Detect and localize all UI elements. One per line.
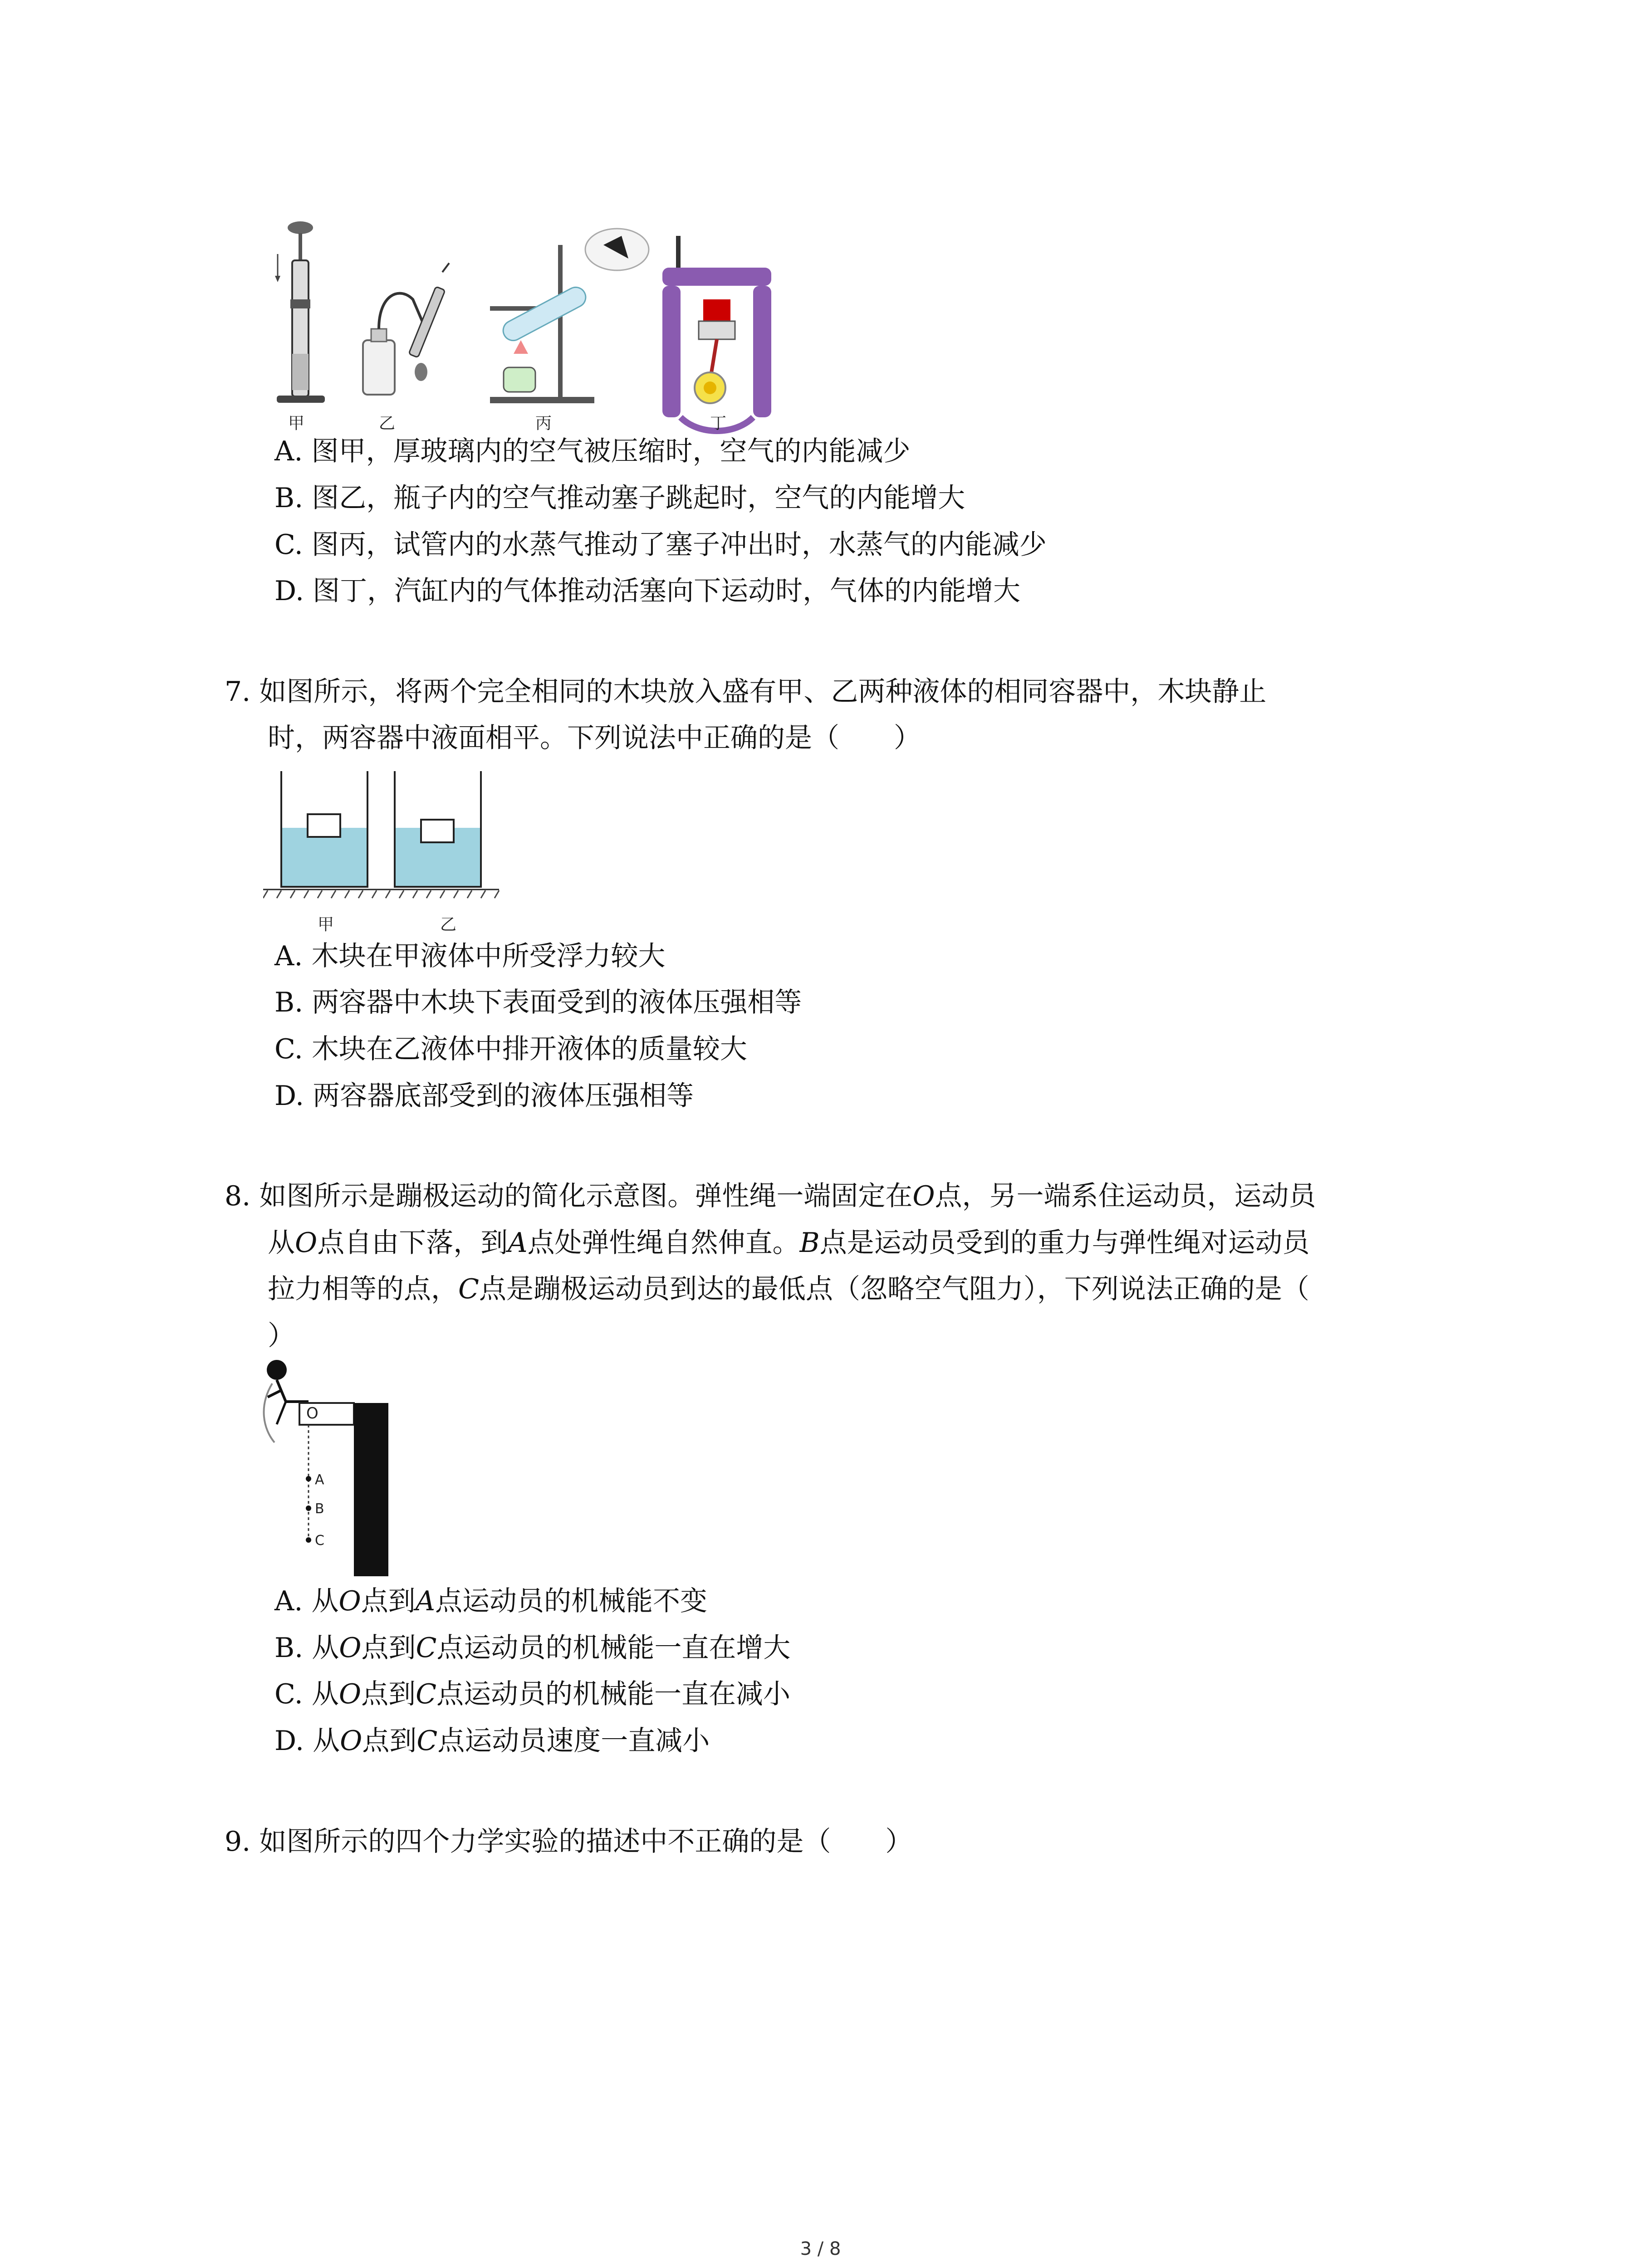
- test-tube-figure: [490, 229, 649, 403]
- q7-label-jia: 甲: [318, 915, 334, 934]
- page-number: 3 / 8: [800, 2239, 841, 2259]
- q8-option-c: C. 从O点到C点运动员的机械能一直在减小: [274, 1678, 791, 1710]
- q8-label-b: B: [315, 1501, 324, 1517]
- q6-label-yi: 乙: [379, 414, 396, 433]
- q8-bungee-figure: [259, 1356, 408, 1579]
- fire-syringe-figure: [275, 221, 325, 403]
- q9-stem: 9. 如图所示的四个力学实验的描述中不正确的是（ ）: [225, 1826, 913, 1857]
- q8-label-a: A: [315, 1472, 324, 1488]
- q7-stem-line1: 7. 如图所示，将两个完全相同的木块放入盛有甲、乙两种液体的相同容器中，木块静止: [225, 676, 1267, 708]
- q6-option-d: D. 图丁，汽缸内的气体推动活塞向下运动时，气体的内能增大: [274, 575, 1021, 607]
- bottle-pump-figure: [363, 263, 449, 395]
- q6-option-b: B. 图乙，瓶子内的空气推动塞子跳起时，空气的内能增大: [274, 482, 965, 514]
- engine-cylinder-figure: [662, 236, 771, 431]
- q6-option-a: A. 图甲，厚玻璃内的空气被压缩时，空气的内能减少: [274, 435, 911, 467]
- q7-option-a: A. 木块在甲液体中所受浮力较大: [274, 940, 666, 972]
- q8-stem-line2: 从O点自由下落，到A点处弹性绳自然伸直。B点是运动员受到的重力与弹性绳对运动员: [268, 1227, 1310, 1259]
- q7-option-b: B. 两容器中木块下表面受到的液体压强相等: [274, 987, 802, 1018]
- q8-option-a: A. 从O点到A点运动员的机械能不变: [274, 1585, 708, 1617]
- q6-label-ding: 丁: [710, 414, 727, 433]
- q7-option-d: D. 两容器底部受到的液体压强相等: [274, 1080, 694, 1112]
- q8-stem-line1: 8. 如图所示是蹦极运动的简化示意图。弹性绳一端固定在O点，另一端系住运动员，运动员: [225, 1180, 1316, 1212]
- q8-stem-line3: 拉力相等的点，C点是蹦极运动员到达的最低点（忽略空气阻力），下列说法正确的是（: [268, 1273, 1309, 1305]
- q6-label-bing: 丙: [535, 414, 552, 433]
- q6-figures: [263, 218, 808, 440]
- q8-label-c: C: [315, 1533, 324, 1549]
- q7-containers-figure: [263, 769, 508, 900]
- q8-label-o: O: [306, 1404, 318, 1422]
- q8-option-b: B. 从O点到C点运动员的机械能一直在增大: [274, 1632, 791, 1664]
- q7-label-yi: 乙: [440, 915, 457, 934]
- q6-option-c: C. 图丙，试管内的水蒸气推动了塞子冲出时，水蒸气的内能减少: [274, 529, 1047, 561]
- q7-stem-line2: 时，两容器中液面相平。下列说法中正确的是（ ）: [268, 722, 921, 754]
- q7-option-c: C. 木块在乙液体中排开液体的质量较大: [274, 1033, 747, 1065]
- q6-label-jia: 甲: [288, 414, 305, 433]
- q8-option-d: D. 从O点到C点运动员速度一直减小: [274, 1725, 710, 1757]
- q8-stem-line4: ）: [268, 1320, 295, 1352]
